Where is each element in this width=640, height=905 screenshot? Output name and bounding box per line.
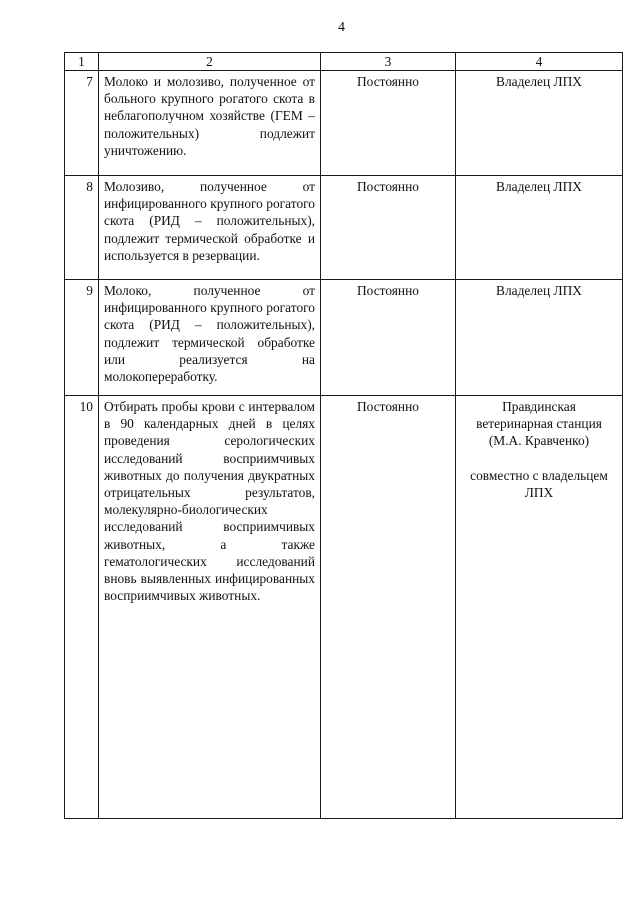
row-number: 7 [65, 71, 99, 176]
row-description: Молозиво, полученное от инфицированного крупного рогатого скота (РИД – положительных), подлежит термической обработке и используется в резервации. [99, 176, 321, 280]
responsible-line: ЛПХ [524, 484, 554, 500]
table-row [65, 176, 623, 280]
responsible-line: Владелец ЛПХ [496, 74, 582, 89]
table-row [65, 280, 623, 396]
row-responsible [456, 396, 623, 819]
row-term: Постоянно [321, 71, 456, 176]
responsible-line: ветеринарная станция [476, 416, 602, 432]
row-term: Постоянно [321, 396, 456, 819]
row-number: 8 [65, 176, 99, 280]
row-description: Молоко, полученное от инфицированного крупного рогатого скота (РИД – положительных), подлежит термической обработке или реализуется на молокопереработку. [99, 280, 321, 396]
responsible-line: Правдинская [502, 399, 576, 414]
table-row [65, 71, 623, 176]
row-term: Постоянно [321, 176, 456, 280]
table-row [65, 396, 623, 819]
header-row [65, 53, 623, 71]
row-responsible [456, 176, 623, 280]
row-responsible [456, 280, 623, 396]
row-responsible [456, 71, 623, 176]
row-term: Постоянно [321, 280, 456, 396]
column-header-4: 4 [456, 53, 623, 71]
responsible-line: (М.А. Кравченко) [488, 433, 590, 449]
row-description: Молоко и молозиво, полученное от больного крупного рогатого скота в неблагополучном хозяйстве (ГЕМ – положительных) подлежит уничтожению. [99, 71, 321, 176]
row-number: 9 [65, 280, 99, 396]
responsible-line: Владелец ЛПХ [496, 283, 582, 298]
row-description: Отбирать пробы крови с интервалом в 90 календарных дней в целях проведения серологических исследований восприимчивых животных до получения двукратных отрицательных результатов, молекулярно-биологических исследований восприимчивых животных, а также гематологических исследований вновь выявленных инфицированных восприимчивых животных. [99, 396, 321, 819]
column-header-3: 3 [321, 53, 456, 71]
row-number: 10 [65, 396, 99, 819]
column-header-1: 1 [65, 53, 99, 71]
column-header-2: 2 [99, 53, 321, 71]
responsible-spacer [461, 450, 617, 467]
responsible-line: совместно с владельцем [470, 467, 608, 483]
measures-table [64, 52, 623, 819]
responsible-line: Владелец ЛПХ [496, 179, 582, 194]
page-number: 4 [338, 20, 345, 35]
